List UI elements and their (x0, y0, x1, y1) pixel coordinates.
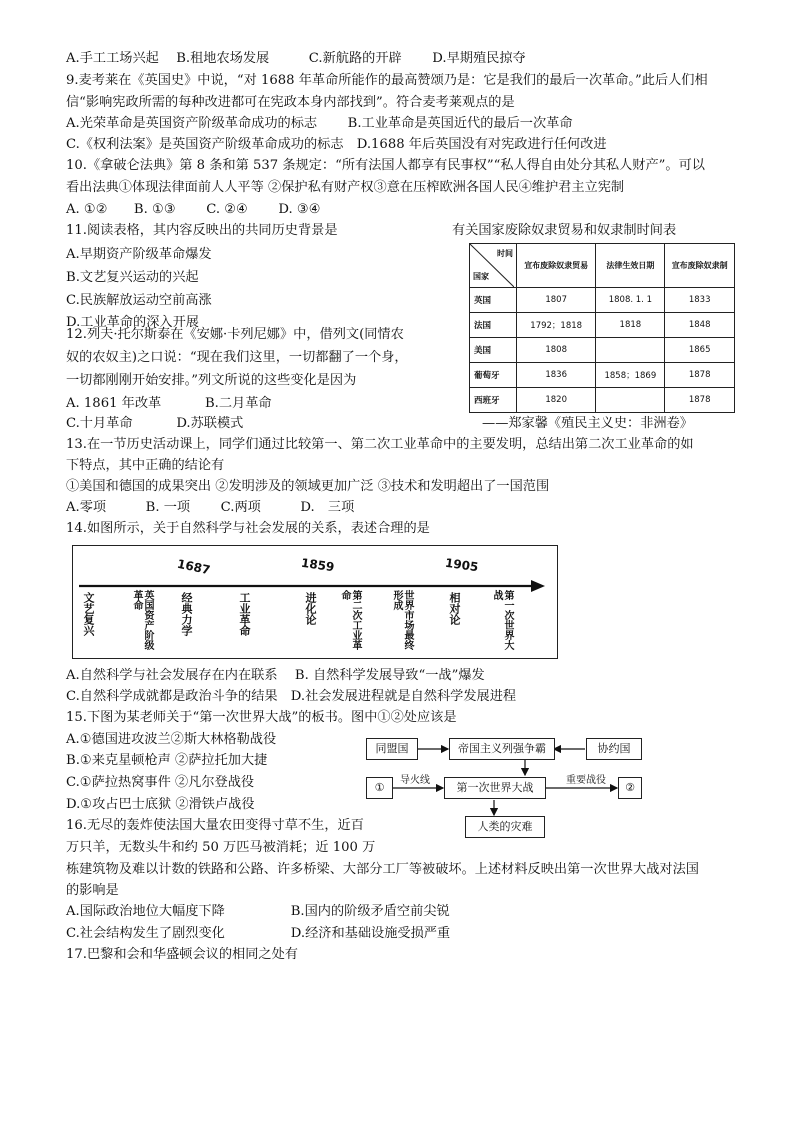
timeline-year: 1687 (175, 556, 212, 578)
table-cell: 1833 (665, 288, 735, 313)
timeline-item: 进化论 (304, 592, 317, 625)
slot1-box: ① (366, 777, 393, 799)
q14-options-cd: C.自然科学成就都是政治斗争的结果 D.社会发展进程就是自然科学发展进程 (66, 689, 517, 704)
table-cell: 葡萄牙 (470, 363, 517, 388)
table-header: 宣布废除奴隶贸易 (517, 244, 596, 288)
table-cell: 1792；1818 (517, 313, 596, 338)
corner-country: 国家 (473, 272, 489, 281)
q15-option-b: B.①来克星顿枪声 ②萨拉托加大捷 (66, 753, 268, 768)
table-cell: 1808 (517, 338, 596, 363)
q16-stem-2: 万只羊，无数头牛和约 50 万匹马被消耗；近 100 万 (66, 840, 376, 855)
q9-options-ab: A.光荣革命是英国资产阶级革命成功的标志 B.工业革命是英国近代的最后一次革命 (66, 116, 573, 131)
q11-option-a: A.早期资产阶级革命爆发 (66, 247, 212, 262)
timeline-year: 1905 (444, 555, 480, 575)
table-cell: 1836 (517, 363, 596, 388)
timeline-item: 文艺复兴 (82, 592, 95, 636)
q15-option-c: C.①萨拉热窝事件 ②凡尔登战役 (66, 775, 255, 790)
slot2-box: ② (618, 777, 642, 799)
disaster-box: 人类的灾难 (465, 816, 545, 838)
timeline-item: 工业革命 (238, 592, 251, 636)
table-cell: 1848 (665, 313, 735, 338)
q13-stem-2: 下特点，其中正确的结论有 (66, 458, 225, 473)
q12-stem-2: 奴的农奴主)之口说：“现在我们这里，一切都翻了一个身， (66, 350, 408, 365)
q9-stem-2: 信“影响宪政所需的每种改进都可在宪政本身内部找到”。符合麦考莱观点的是 (66, 95, 515, 110)
table-corner (470, 244, 517, 288)
q15-stem: 15.下图为某老师关于“第一次世界大战”的板书。图中①②处应该是 (66, 710, 457, 725)
q12-stem-3: 一切都刚刚开始安排。”列文所说的这些变化是因为 (66, 373, 357, 388)
table-row (470, 363, 735, 388)
q11-option-b: B.文艺复兴运动的兴起 (66, 270, 199, 285)
timeline-item: 英国资产阶级革命 (131, 590, 153, 650)
q9-options-cd: C.《权利法案》是英国资产阶级革命成功的标志 D.1688 年后英国没有对宪政进行任何改进 (66, 137, 607, 152)
wwi-box: 第一次世界大战 (444, 777, 546, 799)
timeline-item: 第一次世界大战 (491, 590, 513, 650)
table-cell: 法国 (470, 313, 517, 338)
q13-stem-1: 13.在一节历史活动课上，同学们通过比较第一、第二次工业革命中的主要发明，总结出第二次工业革命的如 (66, 437, 694, 452)
q13-options: A.零项 B. 一项 C.两项 D. 三项 (66, 500, 355, 515)
q16-stem-4: 的影响是 (66, 883, 119, 898)
table-cell: 1865 (665, 338, 735, 363)
q16-stem-1: 16.无尽的轰炸使法国大量农田变得寸草不生，近百 (66, 818, 364, 833)
q15-option-d: D.①攻占巴士底狱 ②滑铁卢战役 (66, 797, 255, 812)
q17-stem: 17.巴黎和会和华盛顿会议的相同之处有 (66, 947, 298, 962)
q11-stem: 11.阅读表格，其内容反映出的共同历史背景是 (66, 223, 338, 238)
table-cell (596, 338, 665, 363)
q16-options-cd: C.社会结构发生了剧烈变化 D.经济和基础设施受损严重 (66, 926, 451, 941)
timeline-item: 经典力学 (180, 592, 193, 636)
table-cell: 1878 (665, 388, 735, 413)
table-cell: 1878 (665, 363, 735, 388)
table-cell: 美国 (470, 338, 517, 363)
table-cell: 西班牙 (470, 388, 517, 413)
timeline-item: 第二次工业革命 (339, 590, 361, 650)
q16-options-ab: A.国际政治地位大幅度下降 B.国内的阶级矛盾空前尖锐 (66, 904, 450, 919)
q11-option-c: C.民族解放运动空前高涨 (66, 293, 212, 308)
table-cell: 1808. 1. 1 (596, 288, 665, 313)
q15-option-a: A.①德国进攻波兰②斯大林格勒战役 (66, 732, 277, 747)
imperialism-box: 帝国主义列强争霸 (449, 738, 555, 760)
table-row (470, 338, 735, 363)
q10-stem-1: 10.《拿破仑法典》第 8 条和第 537 条规定：“所有法国人都享有民事权”“私人得自由处分其私人财产”。可以 (66, 158, 705, 173)
table-cell: 1807 (517, 288, 596, 313)
battle-label: 重要战役 (566, 775, 606, 786)
q9-stem-1: 9.麦考莱在《英国史》中说，“对 1688 年革命所能作的最高赞颂乃是：它是我们的最后一次革命。”此后人们相 (66, 73, 708, 88)
corner-time: 时间 (497, 249, 513, 258)
table-cell: 1858；1869 (596, 363, 665, 388)
allies-box: 同盟国 (366, 738, 418, 760)
table-row (470, 313, 735, 338)
table-header: 宣布废除奴隶制 (665, 244, 735, 288)
entente-box: 协约国 (586, 738, 642, 760)
table-cell: 英国 (470, 288, 517, 313)
q12-stem-1: 12.列夫·托尔斯泰在《安娜·卡列尼娜》中，借列文(同情农 (66, 327, 404, 342)
table-source: ——郑家馨《殖民主义史：非洲卷》 (482, 416, 693, 431)
q16-stem-3: 栋建筑物及难以计数的铁路和公路、许多桥梁、大部分工厂等被破坏。上述材料反映出第一次世界大战对法国 (66, 862, 699, 877)
fuse-label: 导火线 (400, 775, 430, 786)
table-caption: 有关国家废除奴隶贸易和奴隶制时间表 (452, 223, 677, 238)
q12-options-cd: C.十月革命 D.苏联模式 (66, 416, 244, 431)
timeline-year: 1859 (300, 555, 336, 575)
table-row (470, 388, 735, 413)
q8-options: A.手工工场兴起 B.租地农场发展 C.新航路的开辟 D.早期殖民掠夺 (66, 51, 526, 66)
q11-option-d: D.工业革命的深入开展 (66, 315, 199, 330)
timeline-item: 相对论 (448, 592, 461, 625)
timeline-item: 世界市场最终形成 (391, 590, 413, 650)
table-row (470, 288, 735, 313)
q14-stem: 14.如图所示，关于自然科学与社会发展的关系，表述合理的是 (66, 521, 430, 536)
table-cell: 1820 (517, 388, 596, 413)
q10-stem-2: 看出法典①体现法律面前人人平等 ②保护私有财产权③意在压榨欧洲各国人民④维护君主立宪制 (66, 180, 625, 195)
table-header: 法律生效日期 (596, 244, 665, 288)
table-cell: 1818 (596, 313, 665, 338)
science-timeline (72, 545, 558, 659)
q12-options-ab: A. 1861 年改革 B.二月革命 (66, 396, 272, 411)
q13-statements: ①美国和德国的成果突出 ②发明涉及的领域更加广泛 ③技术和发明超出了一国范围 (66, 479, 550, 494)
table-header-row (470, 244, 735, 288)
table-cell (596, 388, 665, 413)
q10-options: A. ①② B. ①③ C. ②④ D. ③④ (66, 202, 321, 217)
q14-options-ab: A.自然科学与社会发展存在内在联系 B. 自然科学发展导致“一战”爆发 (66, 668, 485, 683)
slavery-table (469, 243, 735, 413)
